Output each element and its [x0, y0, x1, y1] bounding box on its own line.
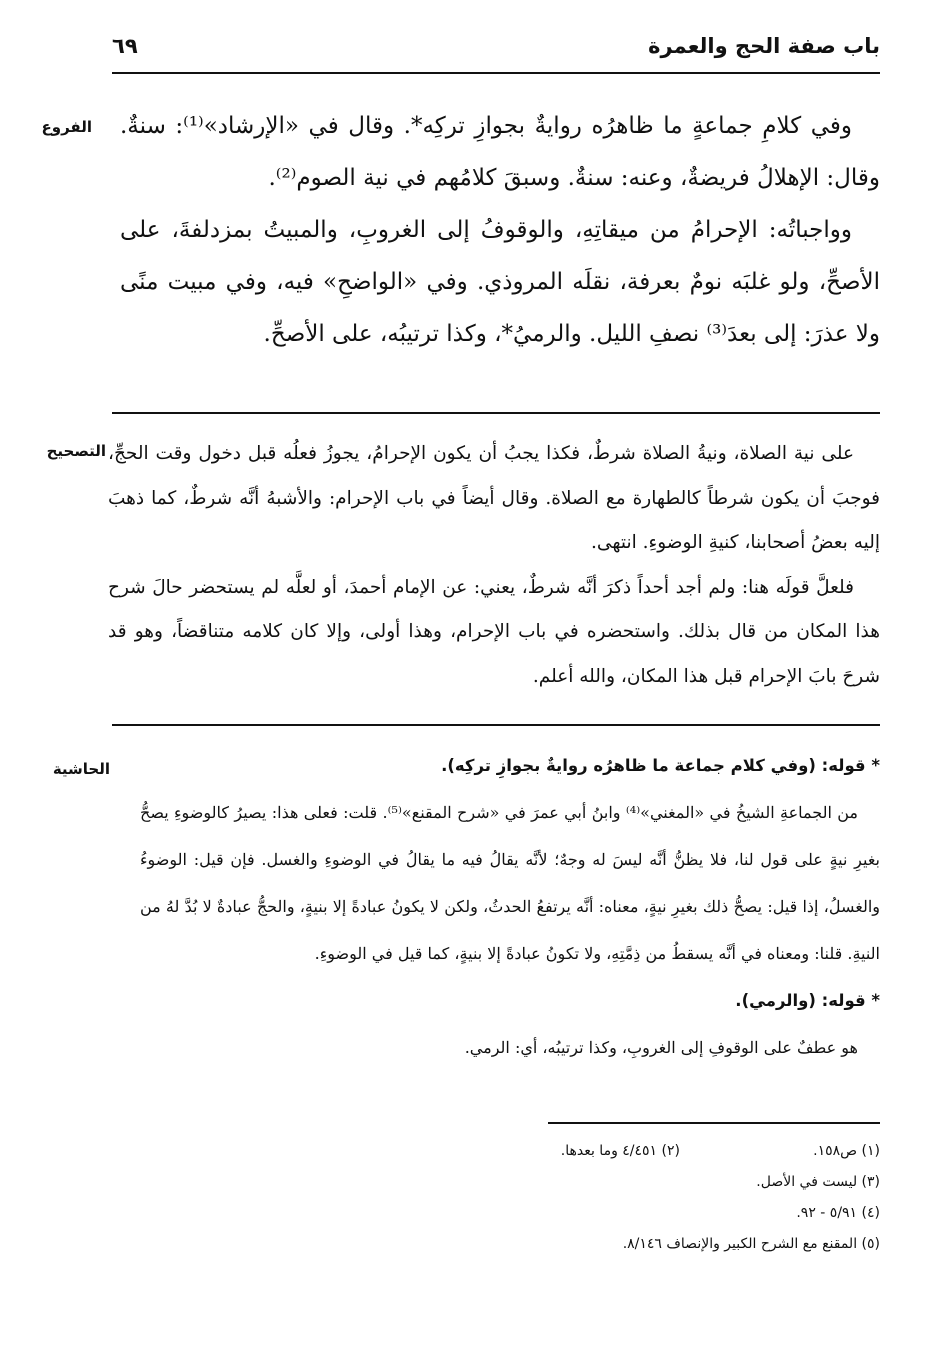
tashih-section [108, 432, 880, 699]
footnote-row-4 [300, 1229, 880, 1260]
footnote-divider [548, 1122, 880, 1124]
footnote-5: (٥) المقنع مع الشرح الكبير والإنصاف ٨/١٤٦. [622, 1236, 880, 1252]
footnotes [300, 1136, 880, 1260]
chapter-title: باب صفة الحج والعمرة [648, 34, 880, 58]
tashih-paragraph-1: على نية الصلاة، ونيةُ الصلاة شرطٌ، فكذا يجبُ أن يكون الإحرامُ، يجوزُ فعلُه قبل دخول وقت الحجِّ، فوجبَ أن يكون شرطاً كالطهارة مع الصلاة. وقال أيضاً في باب الإحرام: والأشبهُ أنَّه شرطٌ، كما ذهبَ إليه بعضُ أصحابنا، كنيةِ الوضوءِ. انتهى. [108, 443, 880, 553]
section-label-hashiya: الحاشية [52, 760, 110, 778]
footnote-row-3 [300, 1198, 880, 1229]
furu-paragraph-1: وفي كلامِ جماعةٍ ما ظاهرُه روايةٌ بجوازِ تركِه*. وقال في «الإرشاد»⁽¹⁾: سنةٌ. وقال: الإهلالُ فريضةٌ، وعنه: سنةٌ. وسبقَ كلامُهم في نية الصوم⁽²⁾. [120, 113, 880, 191]
furu-section [120, 100, 880, 360]
hashiya-paragraph-2: هو عطفٌ على الوقوفِ إلى الغروبِ، وكذا ترتيبُه، أي: الرمي. [464, 1038, 858, 1057]
footnote-row-1 [300, 1136, 880, 1167]
section-divider-1 [112, 412, 880, 414]
footnote-3: (٣) ليست في الأصل. [756, 1174, 880, 1190]
footnote-2: (٢) ٤/٤٥١ وما بعدها. [560, 1143, 680, 1159]
section-label-tashih: التصحيح [46, 442, 106, 460]
hashiya-section [140, 742, 880, 1071]
page-header [112, 30, 880, 70]
hashiya-paragraph-1: من الجماعةِ الشيخُ في «المغني»⁽⁴⁾ وابنُ أبي عمرَ في «شرح المقنع»⁽⁵⁾. قلت: فعلى هذا: يصيرُ كالوضوءِ يصحُّ بغيرِ نيةٍ على قول لنا، فلا يظنُّ أنَّه ليسَ له وجهٌ؛ لأنَّه يقالُ فيه ما يقالُ في الوضوءِ والغسل. فإن قيل: الوضوءُ والغسلُ، إذا قيل: يصحُّ ذلك بغيرِ نيةٍ، معناه: أنَّه يرتفعُ الحدثُ، ولكن لا يكونُ عبادةً إلا بنيةٍ، والحجُّ عبادةٌ لا بُدَّ لهُ من النيةِ. قلنا: ومعناه في أنَّه يسقطُ من ذِمَّتِهِ، ولا تكونُ عبادةً إلا بنيةٍ، كما قيل في الوضوءِ. [140, 803, 880, 963]
tashih-paragraph-2: فلعلَّ قولَه هنا: ولم أجد أحداً ذكرَ أنَّه شرطٌ، يعني: عن الإمام أحمدَ، أو لعلَّه لم يستحضر حالَ شرح هذا المكان من قال بذلك. واستحضره في باب الإحرام، وهذا أولى، وإلا كان كلامه متناقضاً، وهو قد شرحَ بابَ الإحرام قبل هذا المكان، والله أعلم. [108, 576, 880, 687]
section-label-furu: الفروع [41, 118, 92, 136]
furu-paragraph-2: وواجباتُه: الإحرامُ من ميقاتِهِ، والوقوفُ إلى الغروبِ، والمبيتُ بمزدلفةَ، على الأصحِّ، ولو غلبَه نومٌ بعرفة، نقلَه المروذي. وفي «الواضحِ» فيه، وفي مبيت منًى ولا عذرَ: إلى بعدَ⁽³⁾ نصفِ الليل. والرميُ*، وكذا ترتيبُه، على الأصحِّ. [120, 217, 880, 347]
hashiya-heading-2: * قوله: (والرمي). [735, 991, 880, 1010]
header-rule [112, 72, 880, 74]
page-number: ٦٩ [112, 34, 138, 58]
hashiya-heading-1: * قوله: (وفي كلام جماعة ما ظاهرُه روايةٌ بجوازِ تركِه). [441, 756, 880, 775]
footnote-4: (٤) ٥/٩١ - ٩٢. [796, 1205, 880, 1221]
footnote-1: (١) ص١٥٨. [813, 1143, 880, 1159]
section-divider-2 [112, 724, 880, 726]
footnote-row-2 [300, 1167, 880, 1198]
